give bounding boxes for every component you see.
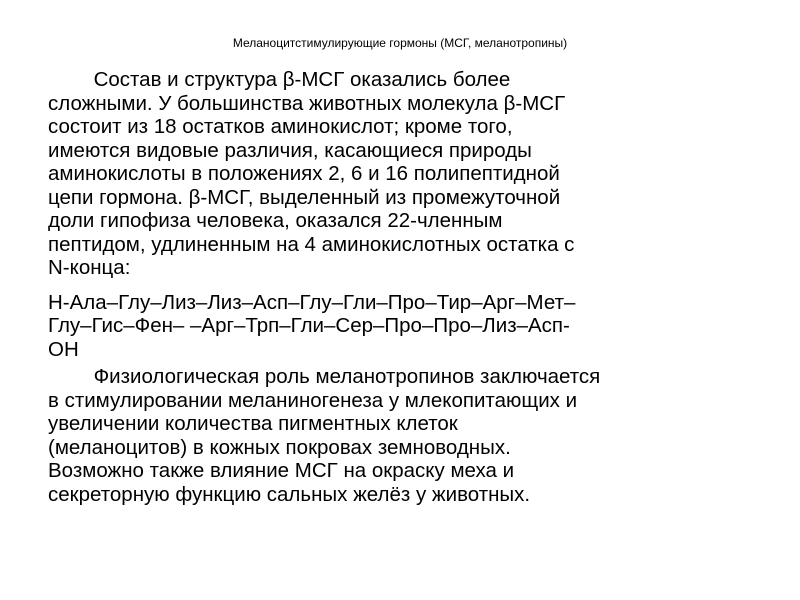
text-line: доли гипофиза человека, оказался 22-членным <box>48 209 503 232</box>
spacer <box>48 280 763 291</box>
text-line: (меланоцитов) в кожных покровах земноводных. <box>48 435 511 459</box>
text-line: Возможно также влияние МСГ на окраску меха и <box>48 459 515 482</box>
sequence-line: Глу–Гис–Фен– –Арг–Трп–Гли–Сер–Про–Про–Лиз–Асп- <box>48 314 570 337</box>
slide-body <box>48 68 763 506</box>
text-line: Состав и структура β-МСГ оказались более <box>48 68 511 91</box>
sequence-line: Н-Ала–Глу–Лиз–Лиз–Асп–Глу–Гли–Про–Тир–Арг–Мет– <box>48 290 576 314</box>
text-line: цепи гормона. β-МСГ, выделенный из промежуточной <box>48 185 561 209</box>
text-line: Физиологическая роль меланотропинов заключается <box>48 365 601 388</box>
text-line: пептидом, удлиненным на 4 аминокислотных остатка с <box>48 232 575 256</box>
text-line: состоит из 18 остатков аминокислот; кроме того, <box>48 115 513 138</box>
text-line: секреторную функцию сальных желёз у животных. <box>48 482 531 506</box>
paragraph-composition <box>48 68 763 280</box>
sequence-line: ОН <box>48 337 79 361</box>
slide-title: Меланоцитстимулирующие гормоны (МСГ, меланотропины) <box>232 36 568 50</box>
amino-acid-sequence <box>48 291 763 362</box>
text-line: N-конца: <box>48 256 131 279</box>
text-line: имеются видовые различия, касающиеся природы <box>48 138 532 162</box>
text-line: аминокислоты в положениях 2, 6 и 16 полипептидной <box>48 162 560 185</box>
text-line: в стимулировании меланиногенеза у млекопитающих и <box>48 388 578 412</box>
text-line: сложными. У большинства животных молекула β-МСГ <box>48 91 566 115</box>
paragraph-physiology <box>48 365 763 506</box>
text-line: увеличении количества пигментных клеток <box>48 412 458 435</box>
